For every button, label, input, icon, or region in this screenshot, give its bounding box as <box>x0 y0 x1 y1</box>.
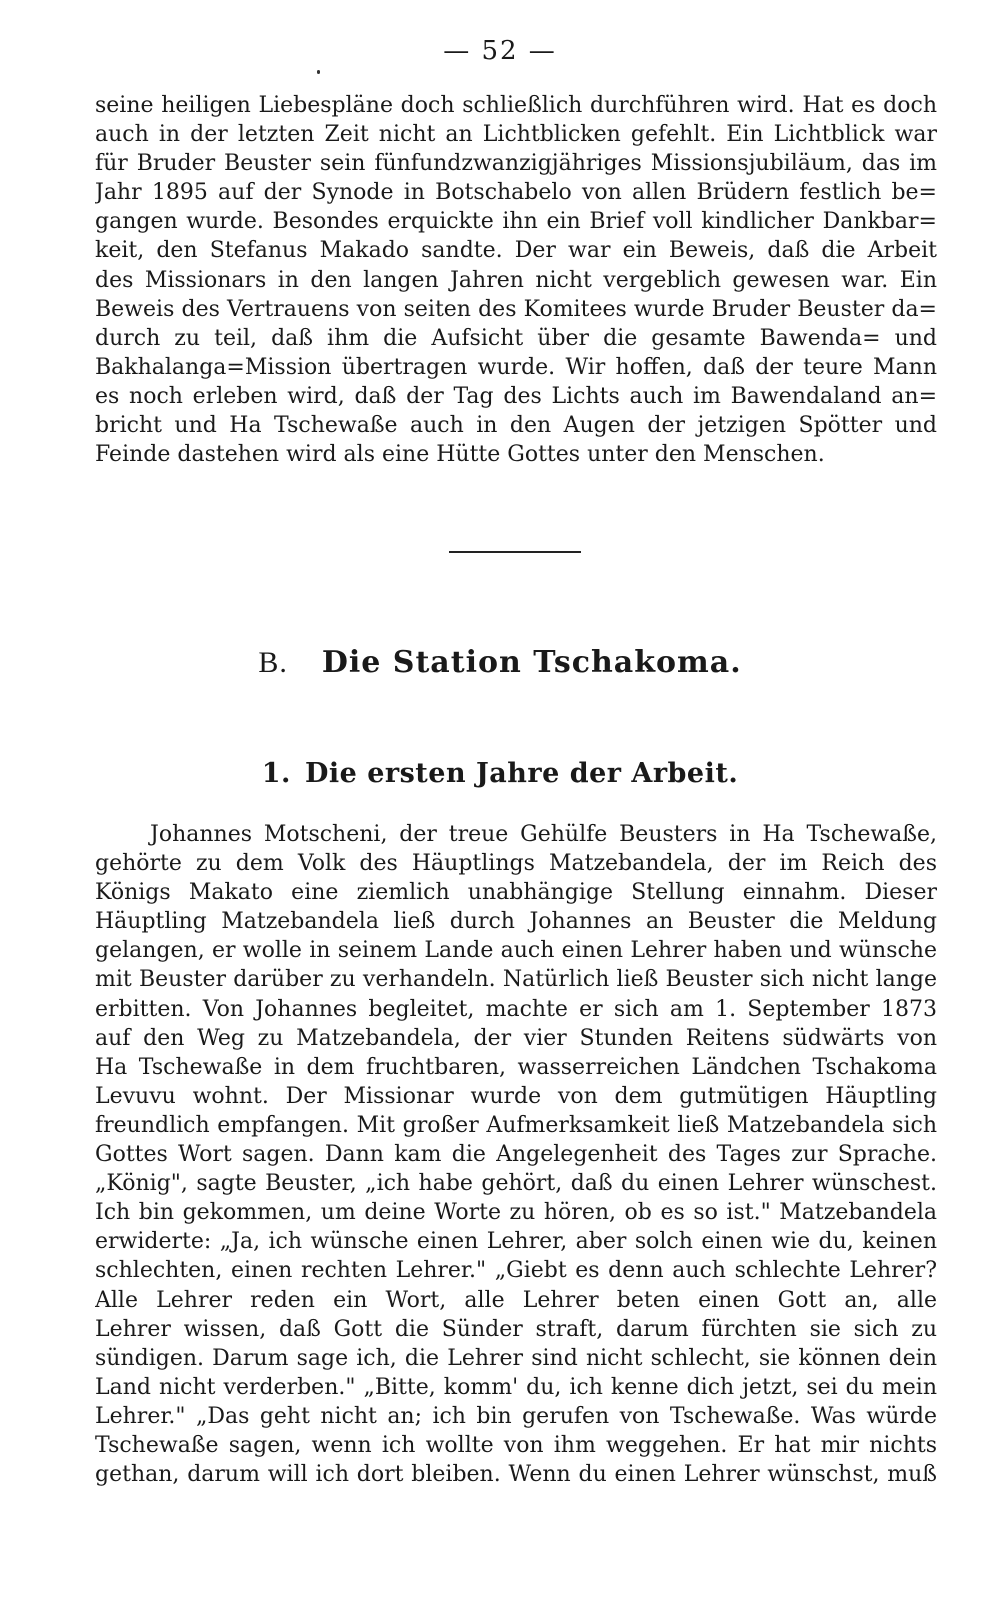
text-line: durch zu teil, daß ihm die Aufsicht über die gesamte Bawenda= und <box>95 325 937 351</box>
text-line: Tschewaße sagen, wenn ich wollte von ihm weggehen. Er hat mir nichts <box>95 1432 937 1458</box>
text-line: Bakhalanga=Mission übertragen wurde. Wir hoffen, daß der teure Mann <box>95 354 937 380</box>
text-line: erbitten. Von Johannes begleitet, machte er sich am 1. September 1873 <box>95 996 937 1022</box>
section-divider <box>449 551 581 553</box>
stray-ink-mark <box>317 70 320 74</box>
text-line: sündigen. Darum sage ich, die Lehrer sind nicht schlecht, sie können dein <box>95 1345 937 1371</box>
text-line: keit, den Stefanus Makado sandte. Der war ein Beweis, daß die Arbeit <box>95 238 937 264</box>
text-line: Jahr 1895 auf der Synode in Botschabelo von allen Brüdern festlich be= <box>95 180 937 206</box>
text-line: auch in der letzten Zeit nicht an Lichtblicken gefehlt. Ein Lichtblick war <box>95 122 937 148</box>
text-line: gethan, darum will ich dort bleiben. Wenn du einen Lehrer wünschst, muß <box>95 1462 937 1488</box>
text-line: Lehrer wissen, daß Gott die Sünder straft, darum fürchten sie sich zu <box>95 1316 937 1342</box>
text-line: seine heiligen Liebespläne doch schließlich durchführen wird. Hat es doch <box>95 93 937 118</box>
page-number: — 52 — <box>443 36 557 66</box>
text-line: Königs Makato eine ziemlich unabhängige Stellung einnahm. Dieser <box>95 880 937 906</box>
text-line: Ich bin gekommen, um deine Worte zu hören, ob es so ist." Matzebandela <box>95 1200 937 1226</box>
text-line: erwiderte: „Ja, ich wünsche einen Lehrer, aber solch einen wie du, keinen <box>95 1229 937 1255</box>
text-line: Levuvu wohnt. Der Missionar wurde von dem gutmütigen Häuptling <box>95 1083 937 1109</box>
text-line: mit Beuster darüber zu verhandeln. Natürlich ließ Beuster sich nicht lange <box>95 967 937 993</box>
subsection-heading <box>0 758 1000 789</box>
text-line: Beweis des Vertrauens von seiten des Komitees wurde Bruder Beuster da= <box>95 296 937 322</box>
text-line: Gottes Wort sagen. Dann kam die Angelegenheit des Tages zur Sprache. <box>95 1142 937 1168</box>
section-title: Die Station Tschakoma. <box>321 645 742 680</box>
text-line: Lehrer." „Das geht nicht an; ich bin gerufen von Tschewaße. Was würde <box>95 1403 937 1429</box>
text-line: Ha Tschewaße in dem fruchtbaren, wasserreichen Ländchen Tschakoma <box>95 1054 937 1080</box>
section-letter: B. <box>258 646 288 679</box>
subsection-title: Die ersten Jahre der Arbeit. <box>304 758 739 789</box>
section-heading <box>0 645 1000 680</box>
text-line: Häuptling Matzebandela ließ durch Johannes an Beuster die Meldung <box>95 909 937 935</box>
text-line: Feinde dastehen wird als eine Hütte Gottes unter den Menschen. <box>95 442 825 468</box>
text-line: freundlich empfangen. Mit großer Aufmerksamkeit ließ Matzebandela sich <box>95 1112 937 1138</box>
paragraph-body <box>95 820 937 1489</box>
text-line: Johannes Motscheni, der treue Gehülfe Beusters in Ha Tschewaße, <box>150 822 937 847</box>
text-line: gehörte zu dem Volk des Häuptlings Matzebandela, der im Reich des <box>95 851 937 877</box>
text-line: gangen wurde. Besondes erquickte ihn ein Brief voll kindlicher Dankbar= <box>95 209 937 235</box>
text-line: „König", sagte Beuster, „ich habe gehört, daß du einen Lehrer wünschest. <box>95 1171 937 1197</box>
text-line: bricht und Ha Tschewaße auch in den Augen der jetzigen Spötter und <box>95 413 937 439</box>
text-line: des Missionars in den langen Jahren nicht vergeblich gewesen war. Ein <box>95 267 937 293</box>
text-line: für Bruder Beuster sein fünfundzwanzigjähriges Missionsjubiläum, das im <box>95 151 937 177</box>
text-line: es noch erleben wird, daß der Tag des Lichts auch im Bawendaland an= <box>95 383 937 409</box>
text-line: auf den Weg zu Matzebandela, der vier Stunden Reitens südwärts von <box>95 1025 937 1051</box>
text-line: schlechten, einen rechten Lehrer." „Giebt es denn auch schlechte Lehrer? <box>95 1258 937 1284</box>
paragraph-continuation <box>95 91 937 469</box>
text-line: gelangen, er wolle in seinem Lande auch einen Lehrer haben und wünsche <box>95 938 937 964</box>
subsection-number: 1. <box>261 758 291 789</box>
text-line: Land nicht verderben." „Bitte, komm' du, ich kenne dich jetzt, sei du mein <box>95 1374 937 1400</box>
text-line: Alle Lehrer reden ein Wort, alle Lehrer beten einen Gott an, alle <box>95 1287 937 1313</box>
